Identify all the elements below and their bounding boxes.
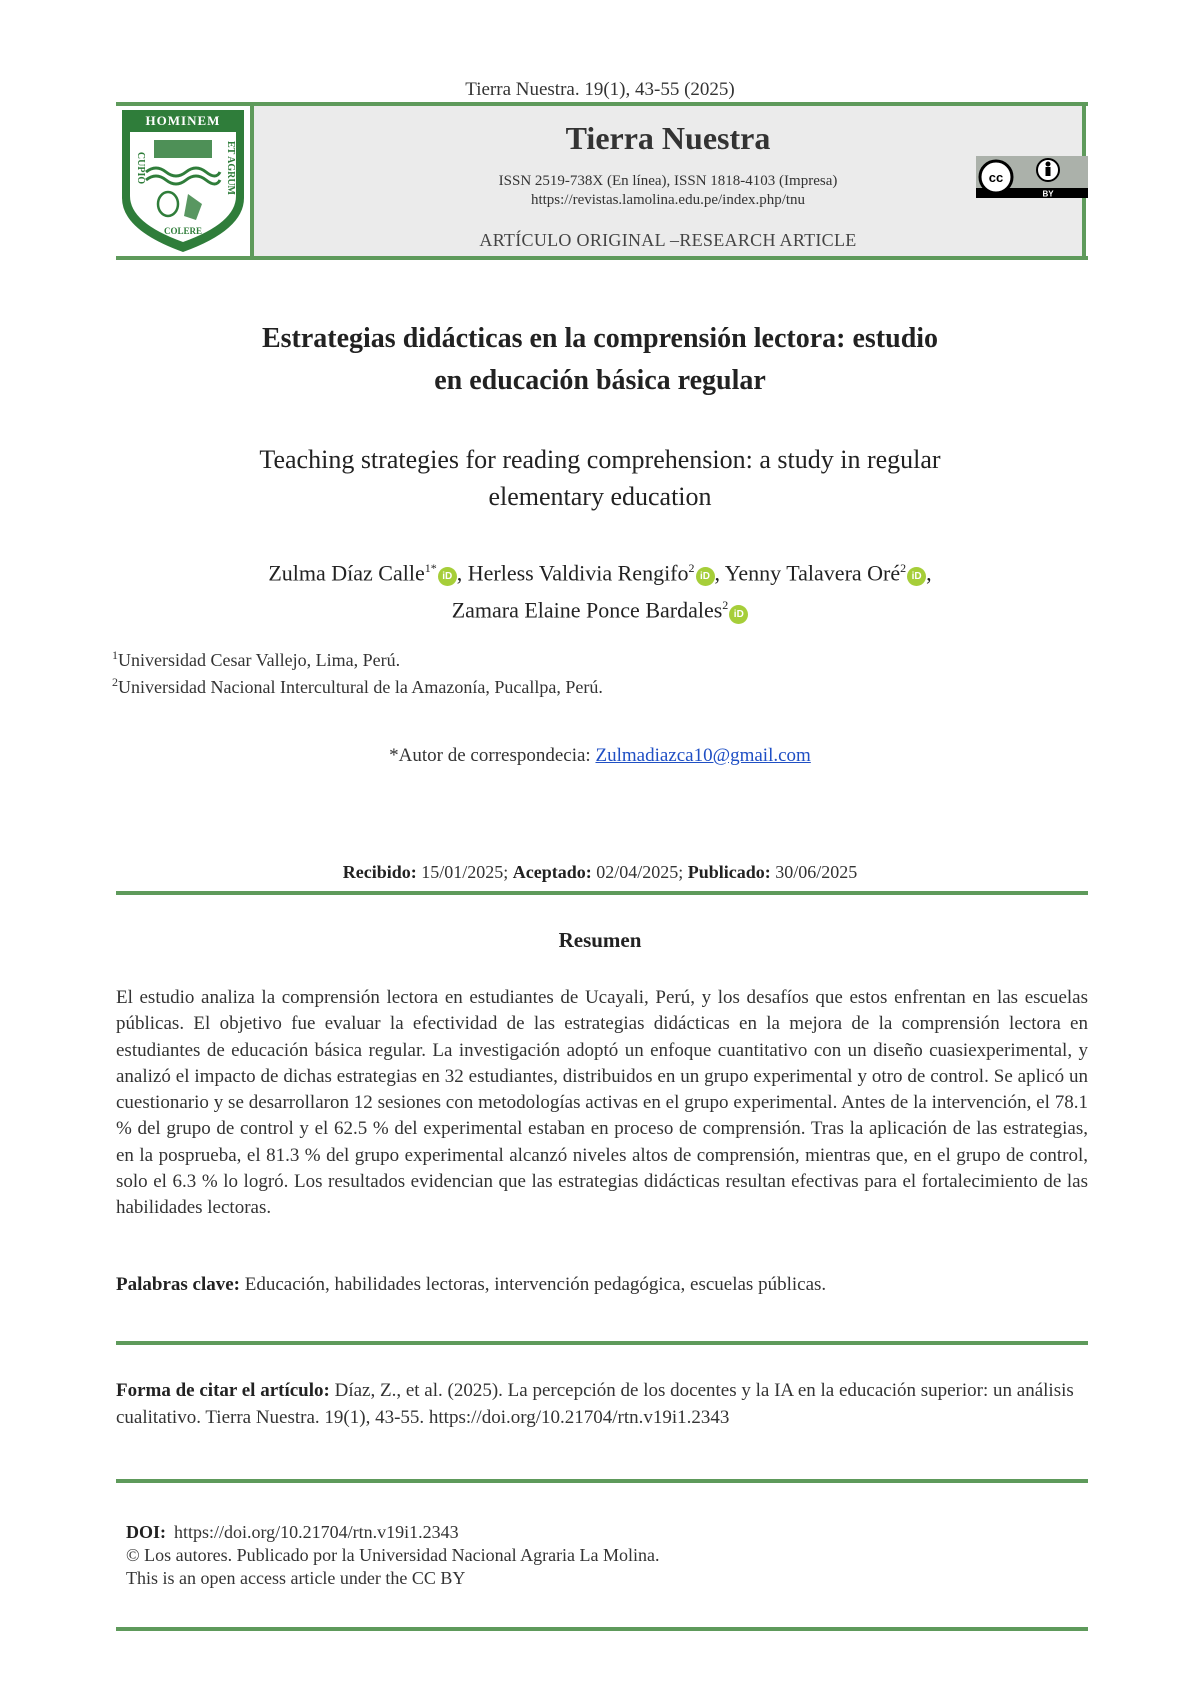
footer-rule (116, 1627, 1088, 1631)
orcid-icon[interactable]: iD (729, 605, 748, 624)
correspondence (0, 745, 1200, 767)
title-es-line-2: en educación básica regular (434, 365, 766, 396)
doi-line (126, 1522, 459, 1543)
author-name: Herless Valdivia Rengifo (467, 560, 689, 586)
article-type: ARTÍCULO ORIGINAL –RESEARCH ARTICLE (479, 230, 857, 250)
journal-title-block (250, 106, 1086, 256)
keywords-label: Palabras clave: (116, 1274, 241, 1295)
corr-mark: * (389, 745, 399, 766)
author-name: Zulma Díaz Calle (268, 560, 425, 586)
open-access-line: This is an open access article under the CC BY (126, 1568, 466, 1588)
author-name: Zamara Elaine Ponce Bardales (451, 597, 723, 623)
article-dates (0, 862, 1200, 883)
article-title-es (150, 318, 1050, 402)
doi-label: DOI: (126, 1522, 166, 1542)
affiliation-1 (112, 648, 400, 671)
doi-link[interactable]: https://doi.org/10.21704/rtn.v19i1.2343 (174, 1522, 459, 1542)
issn: ISSN 2519-738X (En línea), ISSN 1818-4103 (Impresa) (498, 173, 838, 189)
title-en-line-1: Teaching strategies for reading comprehension: a study in regular (259, 445, 941, 474)
affiliation-num: 2 (112, 675, 118, 689)
logo-left-text: CUPIO (135, 151, 146, 185)
article-title-en (150, 441, 1050, 515)
received-date: 15/01/2025; (421, 862, 509, 882)
author-line-1: Zulma Díaz Calle$^{1*}$iD , Herless Valdivia Rengifo$^2$iD , Yenny Talavera Oré$^2$iD , (268, 560, 932, 586)
journal-header (116, 106, 1088, 256)
dates-rule (116, 891, 1088, 895)
cc-by-license-badge[interactable] (976, 156, 1088, 198)
author-name: Yenny Talavera Oré (724, 560, 901, 586)
logo-right-text: ET AGRUM (225, 141, 236, 195)
by-text: BY (1042, 189, 1054, 198)
received-label: Recibido: (342, 862, 417, 882)
affiliation-text: Universidad Nacional Intercultural de la Amazonía, Pucallpa, Perú. (118, 677, 603, 697)
author-sup: 2 (688, 561, 695, 575)
author-list (120, 552, 1080, 627)
citation-label: Forma de citar el artículo: (116, 1380, 330, 1401)
journal-title: Tierra Nuestra (565, 120, 771, 156)
citation-text: Díaz, Z., et al. (2025). La percepción de los docentes y la IA en la educación superior: un análisis cualitativo. Tierra Nuestra. 19(1), 43-55. https://doi.org/10.21704/rtn.v19i1.2343 (116, 1380, 1074, 1428)
running-head: Tierra Nuestra. 19(1), 43-55 (2025) (465, 79, 735, 100)
journal-logo (116, 106, 250, 256)
orcid-icon[interactable]: iD (907, 567, 926, 586)
keywords (116, 1274, 1088, 1296)
orcid-icon[interactable]: iD (696, 567, 715, 586)
published-label: Publicado: (687, 862, 771, 882)
citation (116, 1377, 1088, 1431)
cc-text: cc (988, 170, 1004, 185)
author-line-2 (120, 589, 1080, 626)
logo-bottom-text: COLERE (163, 226, 203, 236)
corr-label: Autor de correspondecia: (398, 745, 596, 766)
published-date: 30/06/2025 (775, 862, 858, 882)
cc-by-icon (976, 156, 1088, 198)
author-sup: 1* (424, 561, 437, 575)
journal-url[interactable]: https://revistas.lamolina.edu.pe/index.php/tnu (530, 192, 806, 208)
logo-shield-icon (116, 106, 250, 256)
affiliation-2 (112, 675, 603, 698)
affiliation-num: 1 (112, 648, 118, 662)
author-sup: 2 (900, 561, 907, 575)
affiliation-text: Universidad Cesar Vallejo, Lima, Perú. (118, 650, 401, 670)
abstract-heading: Resumen (558, 928, 642, 952)
title-es-line-1: Estrategias didácticas en la comprensión lectora: estudio (261, 323, 939, 354)
title-en-line-2: elementary education (488, 482, 712, 511)
abstract-text: El estudio analiza la comprensión lectora en estudiantes de Ucayali, Perú, y los desafíos que estos enfrentan en las escuelas públicas. El objetivo fue evaluar la efectividad de las estrategias didácticas en la mejora de la comprensión lectora en estudiantes de educación básica regular. La investigación adoptó un enfoque cuantitativo con un diseño cuasiexperimental, y analizó el impacto de dichas estrategias en 32 estudiantes, distribuidos en un grupo experimental y otro de control. Se aplicó un cuestionario y se desarrollaron 12 sesiones con metodologías activas en el grupo experimental. Antes de la intervención, el 78.1 % del grupo de control y el 62.5 % del experimental estaban en proceso de comprensión. Tras la aplicación de las estrategias, en la posprueba, el 81.3 % del grupo experimental alcanzó niveles altos de comprensión, mientras que, en el grupo de control, solo el 6.3 % lo logró. Los resultados evidencian que las estrategias didácticas resultan efectivas para el fortalecimiento de las habilidades lectoras. (116, 987, 1088, 1219)
author-sup: 2 (722, 598, 729, 613)
copyright-line: © Los autores. Publicado por la Universidad Nacional Agraria La Molina. (126, 1545, 660, 1565)
logo-top-text: HOMINEM (145, 113, 221, 128)
keywords-text: Educación, habilidades lectoras, intervención pedagógica, escuelas públicas. (244, 1274, 827, 1295)
abstract-bottom-rule (116, 1341, 1088, 1345)
citation-bottom-rule (116, 1479, 1088, 1483)
orcid-icon[interactable]: iD (438, 567, 457, 586)
accepted-label: Aceptado: (512, 862, 592, 882)
header-bottom-rule (116, 256, 1088, 260)
accepted-date: 02/04/2025; (596, 862, 684, 882)
corr-email-link[interactable]: Zulmadiazca10@gmail.com (595, 745, 811, 766)
